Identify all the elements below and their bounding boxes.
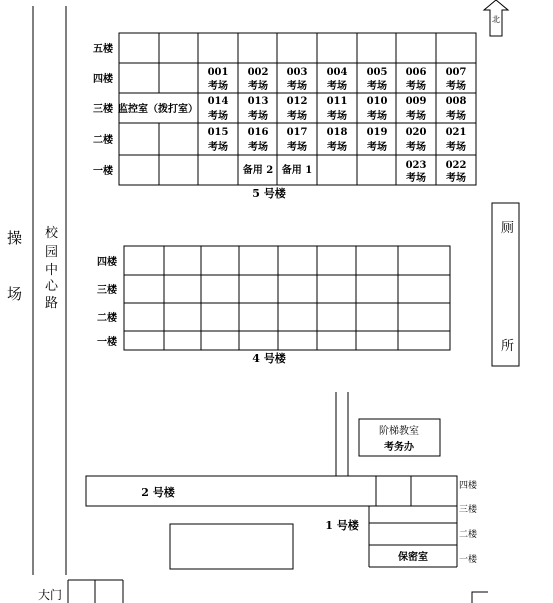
room-type: 考场 — [446, 81, 466, 92]
room-type: 考场 — [248, 111, 268, 122]
road-label-4: 心 — [45, 279, 59, 294]
room-number: 005 — [366, 67, 388, 78]
b5-floor-3: 三楼 — [93, 104, 113, 115]
road-label-5: 路 — [45, 296, 59, 311]
room-number: 019 — [366, 127, 388, 138]
room-number: 备用 2 — [242, 165, 274, 176]
room-type: 考场 — [327, 111, 347, 122]
gate-label: 大门 — [38, 588, 63, 602]
toilet-label-1: 厕 — [501, 221, 515, 236]
room-number: 012 — [286, 96, 308, 107]
north-label: 北 — [492, 15, 500, 24]
security-room-label: 保密室 — [398, 552, 428, 563]
room-type: 考场 — [208, 142, 228, 153]
room-number: 011 — [326, 96, 348, 107]
b5-floor-5: 五楼 — [93, 44, 113, 55]
room-type: 考场 — [446, 142, 466, 153]
road-label-2: 园 — [45, 245, 59, 260]
room-number: 018 — [326, 127, 348, 138]
building5-rooms — [208, 67, 467, 184]
room-type: 考场 — [287, 111, 307, 122]
room-type: 考场 — [287, 142, 307, 153]
monitor-room-label: 监控室（拨打室） — [118, 104, 198, 115]
room-number: 016 — [247, 127, 269, 138]
room-type: 考场 — [367, 142, 387, 153]
room-number: 022 — [445, 160, 467, 171]
room-type: 考场 — [327, 81, 347, 92]
b1-floor-4: 四楼 — [459, 481, 478, 491]
room-type: 考场 — [367, 81, 387, 92]
building4-grid — [124, 246, 450, 350]
b1-floor-1: 一楼 — [459, 555, 478, 565]
b4-floor-4: 四楼 — [97, 257, 117, 268]
small-building — [170, 524, 293, 569]
room-number: 015 — [207, 127, 229, 138]
room-number: 001 — [207, 67, 229, 78]
b5-floor-4: 四楼 — [93, 74, 113, 85]
room-type: 考场 — [446, 173, 466, 184]
road-label-1: 校 — [45, 226, 59, 241]
room-number: 023 — [405, 160, 427, 171]
room-number: 004 — [326, 67, 348, 78]
room-type: 考场 — [208, 111, 228, 122]
b4-floor-2: 二楼 — [97, 313, 117, 324]
b1-floor-3: 三楼 — [459, 505, 478, 515]
room-number: 017 — [286, 127, 308, 138]
room-number: 006 — [405, 67, 427, 78]
room-number: 备用 1 — [281, 165, 313, 176]
b1-floor-2: 二楼 — [459, 530, 478, 540]
gate-shape — [68, 580, 123, 603]
room-type: 考场 — [406, 173, 426, 184]
room-number: 009 — [405, 96, 427, 107]
building1-name: 1 号楼 — [325, 519, 359, 532]
building4-name: 4 号楼 — [252, 352, 286, 365]
room-type: 考场 — [406, 81, 426, 92]
room-number: 010 — [366, 96, 388, 107]
room-number: 021 — [445, 127, 467, 138]
room-number: 013 — [247, 96, 269, 107]
road-label-3: 中 — [45, 263, 59, 278]
room-type: 考场 — [367, 111, 387, 122]
b5-floor-1: 一楼 — [93, 166, 113, 177]
room-number: 007 — [445, 67, 467, 78]
b4-floor-3: 三楼 — [97, 285, 117, 296]
b4-floor-1: 一楼 — [97, 337, 117, 348]
room-type: 考场 — [327, 142, 347, 153]
room-type: 考场 — [208, 81, 228, 92]
corner-mark — [472, 592, 488, 603]
room-type: 考场 — [406, 142, 426, 153]
room-type: 考场 — [446, 111, 466, 122]
room-number: 002 — [247, 67, 269, 78]
toilet-label-2: 所 — [501, 339, 515, 354]
building2-name: 2 号楼 — [141, 486, 175, 499]
room-number: 014 — [207, 96, 229, 107]
room-number: 003 — [286, 67, 308, 78]
room-number: 020 — [405, 127, 427, 138]
b5-floor-2: 二楼 — [93, 135, 113, 146]
exam-office-label: 考务办 — [384, 442, 414, 453]
room-type: 考场 — [248, 142, 268, 153]
room-type: 考场 — [248, 81, 268, 92]
lecture-hall-label: 阶梯教室 — [379, 426, 419, 437]
room-type: 考场 — [287, 81, 307, 92]
room-type: 考场 — [406, 111, 426, 122]
building5-name: 5 号楼 — [252, 187, 286, 200]
playground-label-1: 操 — [7, 229, 23, 247]
room-number: 008 — [445, 96, 467, 107]
playground-label-2: 场 — [7, 285, 23, 303]
